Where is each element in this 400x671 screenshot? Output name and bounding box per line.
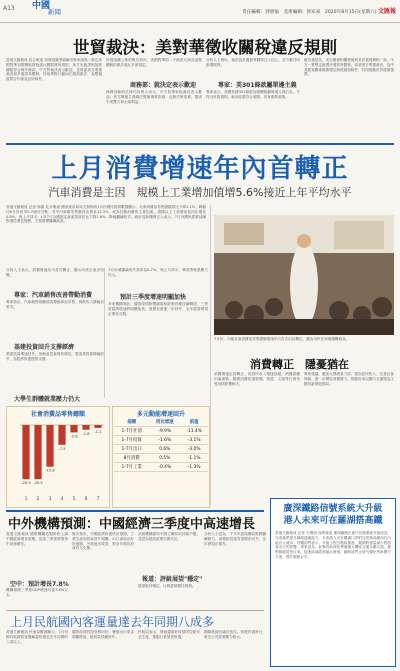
table-cell: -0.4%	[149, 463, 180, 472]
table-cell: -1.1%	[180, 454, 208, 463]
table-cell: -1.3%	[180, 463, 208, 472]
masthead	[0, 0, 400, 23]
chart-bar	[94, 425, 101, 428]
table-row	[114, 436, 208, 445]
table-title: 多元動能增速回升	[136, 411, 185, 418]
masthead-credits: 責任編輯：郭惠愉 美術編輯：郭家豪 2020年8月15日(星期六)	[242, 10, 377, 15]
chart-bar	[82, 425, 89, 430]
subhead: 報道：評級展望"穩定"	[142, 576, 203, 583]
lead-intro: 香港文匯報訊 記者 海巖 北京報道 國家統計局周五發佈的7月份國民經濟數據顯示，社會消費品零售總額同比下降1.1%，降幅比6月份收窄0.7個百分點；其中汽車類零售額同比增長12.3%，成為拉動消費的主要因素。規模以上工業增加值同比增長4.8%，與上月持平；1至7月全國固定資產投資同比下降1.6%，降幅繼續收窄。統計局新聞發言人表示，7月份國民經濟延續恢復性增長態勢，主要指標繼續改善。	[6, 205, 206, 224]
stats-table	[114, 418, 208, 472]
body-text: 專家表示，美國依據301條款加徵關稅屬單邊主義行為，不符合世貿規則，裁決結果符合預期，具有重要意義。	[206, 90, 300, 99]
body-text: 隨着疫情防控形勢向好，暑期出行需求明顯增加，航班量持續回升。	[72, 630, 134, 639]
body-text: 評級機構維持中國主權信用評級不變，並認為財政政策空間充足。	[138, 532, 200, 541]
chart-bar	[46, 425, 53, 467]
table-cell: -11.4%	[180, 427, 208, 436]
table-cell: 1-7月社消	[114, 427, 149, 436]
subhead: 空中：預計增長7.8%	[10, 581, 69, 588]
chart-data-label: -1.8	[82, 431, 90, 436]
chart-tick-label: 4	[60, 497, 64, 502]
lead-subheadline: 汽車消費是主因 規模上工業增加值增5.6%接近上年平均水平	[48, 186, 352, 199]
aviation-headline: 上月民航國內客運量達去年同期八成多	[10, 615, 215, 629]
photo-caption: 7月份，內地社會消費品零售總額增速年內首次由負轉正。圖為市民在商場選購商品。	[214, 337, 350, 341]
chart-title: 社會消費品零售總額	[30, 411, 85, 418]
subhead: 商務部：就決定表示歡迎	[130, 82, 197, 89]
masthead-info	[242, 6, 396, 15]
table-cell: -3.1%	[180, 436, 208, 445]
side-headline: 消費轉正 隱憂猶在	[250, 358, 349, 371]
body-text: 分析人士認為，下半年逆周期政策將繼續發力，消費和投資有望穩步回升，全年實現正增長。	[204, 532, 266, 546]
chart-tick-label: 7	[96, 497, 100, 502]
table-row	[114, 463, 208, 472]
chart-data-label: -20.5	[33, 481, 43, 486]
column-rule	[210, 205, 211, 505]
table-cell: 0.6%	[149, 445, 180, 454]
rail-story-box	[270, 498, 396, 667]
chart-data-label: -7.5	[58, 446, 66, 451]
chart-bar	[34, 425, 41, 479]
column-rule	[104, 268, 105, 398]
body-text: 7月份城鎮調查失業率為5.7%，與上月持平，畢業季就業壓力仍大。	[108, 268, 208, 277]
table-row	[114, 445, 208, 454]
chart-tick-label: 6	[84, 497, 88, 502]
section-logo: 中國	[32, 1, 51, 11]
body-text: 香港文匯報訊 記者 方俊明 深圳報道 廣深鐵路正進行信號系統升級改造，完成後將提升線路通過能力，未來港人可在羅湖口岸附近搭乘高鐵前往內地各大城市。有關部門表示，升級工程分階段推進，期間將盡量減少對旅客出行的影響。專家認為，此舉有助深化粵港澳大灣區交通互聯互通，便利兩地居民往來，促進區域經濟融合發展。鐵路部門正研究優化列車開行方案，提升服務水平。	[275, 531, 391, 559]
body-text: 國際航線仍處於低位，恢復仍需時日，航空公司經營壓力較大。	[204, 630, 266, 639]
chart-bar	[22, 425, 29, 479]
chart-tick-label: 1	[24, 497, 28, 502]
stats-table-box	[112, 406, 210, 508]
table-cell: -1.6%	[149, 436, 180, 445]
section-name: 新聞	[48, 8, 61, 16]
chart-data-label: -15.8	[45, 468, 55, 473]
body-text: 展望維持穩定，反映經濟韌性較強。	[138, 584, 196, 588]
subhead: 專家：美301條款屬單邊主義	[218, 82, 297, 89]
subhead: 基建投資回升支撐經濟	[14, 344, 75, 351]
top-headline: 世貿裁決：美對華徵收關稅違反規則	[73, 38, 337, 57]
divider	[6, 610, 264, 611]
lead-headline: 上月消費增速年內首轉正	[51, 154, 349, 184]
body-text: 機構預測三季度GDP增速可達7.8%左右。	[6, 588, 68, 597]
chart-data-label: -20.5	[21, 481, 31, 486]
subhead: 預計三季度增速明顯加快	[120, 294, 187, 301]
body-text: 專家建議，應加大穩就業力度，提高居民收入，完善社會保障，進一步釋放消費潛力，推動形成以國內大循環為主體的新發展格局。	[304, 372, 394, 386]
body-text: 香港文匯報訊 民航局數據顯示，7月份國內航線旅客運輸量恢復至去年同期的八成以上。	[6, 630, 68, 644]
table-cell: 1-7月工業	[114, 463, 149, 472]
body-text: 分析人士表示，消費增速年內首次轉正，顯示內需正逐步回暖。	[6, 268, 104, 277]
divider	[6, 510, 264, 512]
divider	[6, 143, 394, 145]
table-cell: 1-7月出口	[114, 445, 149, 454]
body-text: 消費增速由負轉正，但居民收入增速放緩，消費意願仍偏謹慎。服務消費恢復較慢，旅遊、文娛等行業仍受疫情影響較大。	[214, 372, 300, 386]
body-text: 香港文匯報訊 綜合報道 世貿組織爭端解決專家組周二裁定美國對華加徵關稅措施違反國際貿易規則，美方未能證明加徵關稅符合例外條款。中方對裁決表示歡迎，並敦促美方尊重裁決和多邊貿易體制，採取實際行動糾正錯誤做法，為雙邊經貿合作創造良好條件。	[6, 58, 102, 82]
table-cell: -3.0%	[180, 445, 208, 454]
table-cell: 8月消費	[114, 454, 149, 463]
body-text: 民航局表示，將統籌做好疫情防控和安全生產，推動行業加快恢復。	[138, 630, 200, 639]
bar-chart	[8, 419, 108, 503]
page-number: A13	[3, 5, 15, 12]
news-photo	[214, 215, 394, 335]
body-text: 多家機構預計，隨着疫情影響減弱和政策效應持續釋放，三季度經濟增速將明顯加快，消費有望進一步回升，全年經濟實現正增長可期。	[108, 302, 208, 316]
rail-headline: 廣深鐵路信號系統大升級 港人未來可在羅湖搭高鐵	[283, 504, 392, 526]
table-cell: 0.5%	[149, 454, 180, 463]
subhead: 大學生群體就業壓力仍大	[14, 396, 81, 403]
bottom-headline: 中外機構預測：中國經濟三季度中高速增長	[8, 517, 256, 532]
body-text: 報告還認為，美方應使相關措施與其世貿義務相一致。中方一貫堅定維護多邊貿易體制，希望美方尊重裁決，為中美經貿關係健康穩定發展創造條件，共同推動世界經濟復甦。	[304, 58, 394, 77]
table-header: 同比增速	[149, 418, 180, 427]
body-text: 世貿組織公佈的報告指出，美國對華約二千億美元商品加徵關稅的做法違反多項規定。	[106, 58, 202, 67]
table-cell: -9.9%	[149, 427, 180, 436]
chart-bar	[70, 425, 77, 432]
chart-tick-label: 2	[36, 497, 40, 502]
body-text: 香港文匯報訊 國際機構近期紛紛上調中國經濟增長預期，認為三季度將保持中高速增長。	[6, 532, 68, 546]
subhead: 專家：汽車銷售改善帶動消費	[14, 292, 93, 299]
chart-tick-label: 5	[72, 497, 76, 502]
chart-data-label: -1.1	[94, 429, 102, 434]
chart-bar	[58, 425, 65, 445]
table-header: 前值	[180, 418, 208, 427]
table-cell: 1-7月投資	[114, 436, 149, 445]
body-text: 專家指出，汽車銷售明顯改善帶動商品零售，餐飲收入降幅亦收窄。	[6, 300, 104, 309]
photo-illustration	[214, 215, 394, 335]
table-row	[114, 454, 208, 463]
brand-name: 文匯報	[377, 8, 396, 15]
body-text: 商務部條約法律司負責人表示，中方對專家組裁決表示歡迎。美方單邊主義做法既無事實依據，也無法律依據，損害中美雙方和全球利益。	[106, 90, 202, 104]
chart-tick-label: 3	[48, 497, 52, 502]
table-row	[114, 427, 208, 436]
table-header: 指標	[114, 418, 149, 427]
body-text: 報告指出，中國經濟恢復快於預期，工業生產和投資回升明顯，出口表現亦好於預期，外需逐步改善，對全年增長形成有力支撐。	[72, 532, 134, 551]
body-text: 基建投資增速回升，房地產投資保持增長，製造業投資降幅收窄，為經濟恢復提供支撐。	[6, 352, 104, 361]
chart-data-label: -2.8	[70, 434, 78, 439]
chart-box	[6, 406, 110, 508]
body-text: 分析人士指出，裁決為多邊貿易體制注入信心，各方應共同維護規則。	[206, 58, 300, 67]
